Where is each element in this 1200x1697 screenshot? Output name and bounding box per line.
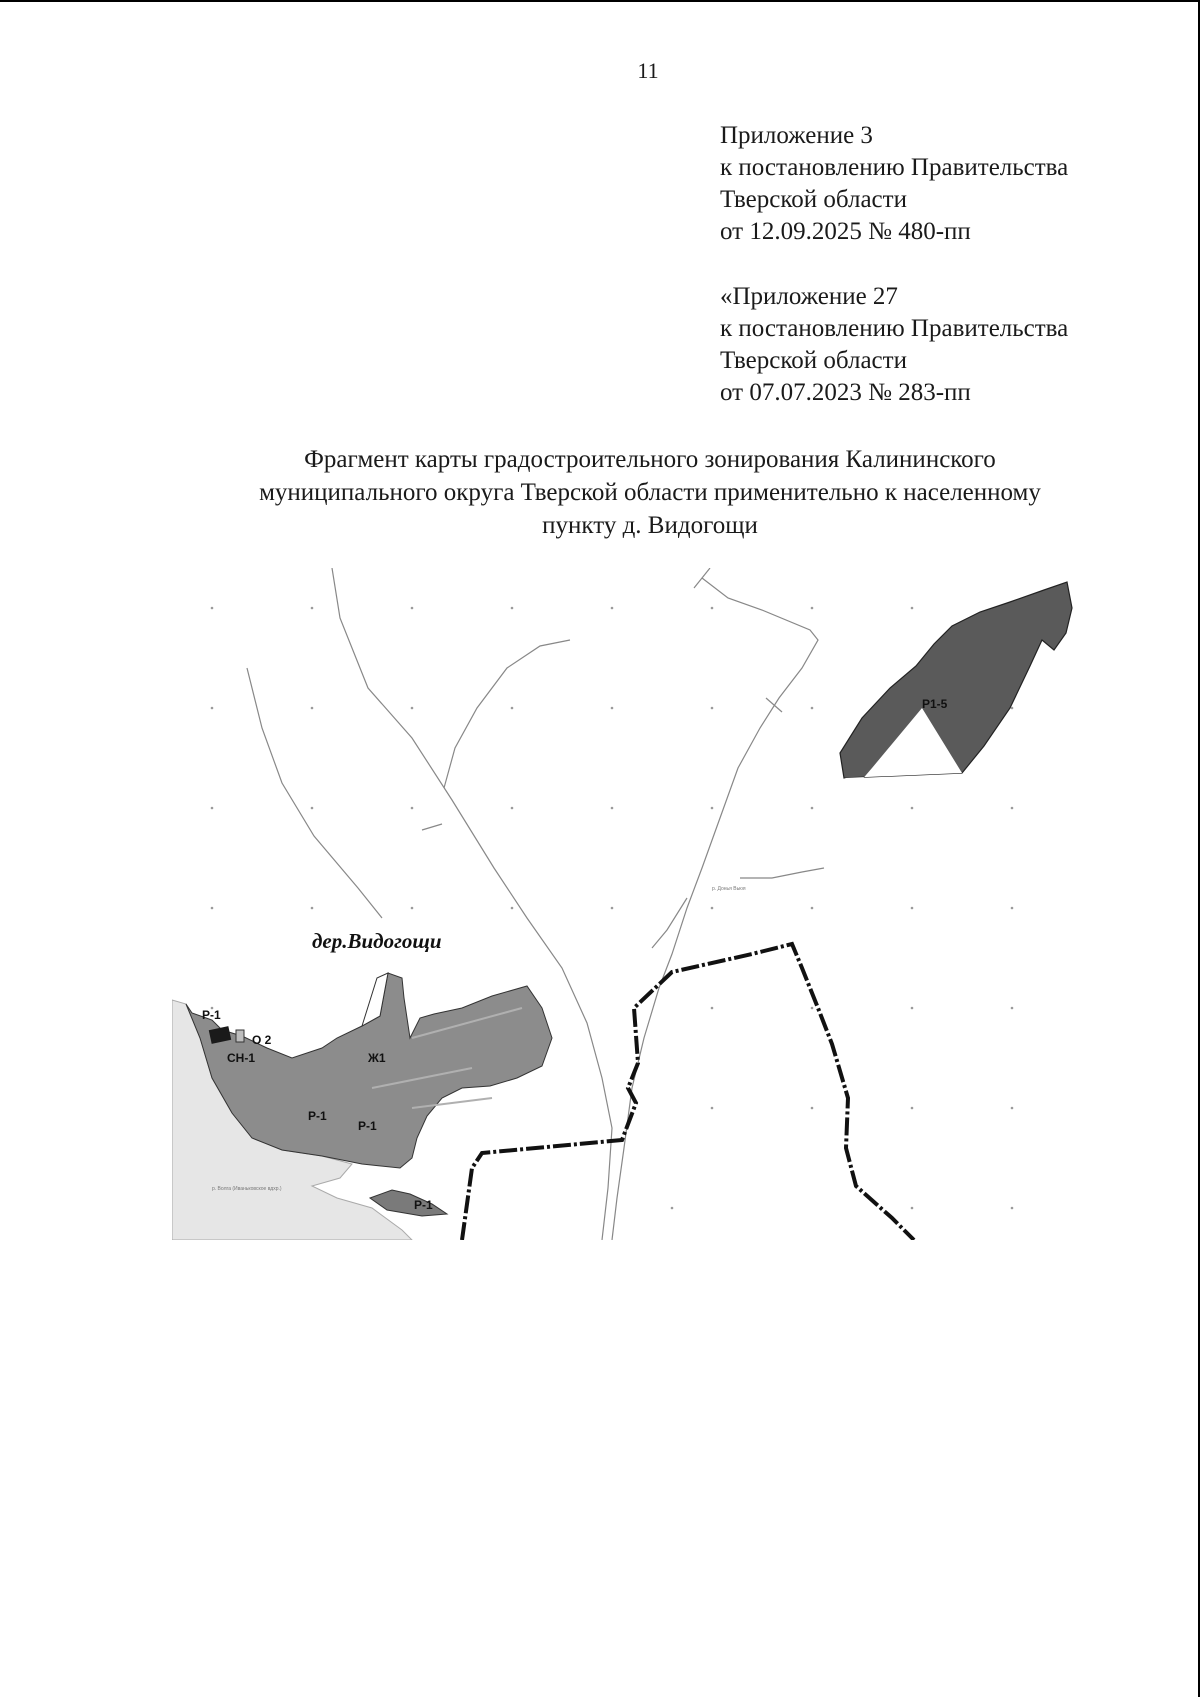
- title-line: Фрагмент карты градостроительного зонирования Калининского: [304, 446, 996, 473]
- title-line: пункту д. Видогощи: [542, 512, 758, 539]
- zone-label-o2: О 2: [252, 1033, 272, 1047]
- river-label-small: р. Донья Вьюя: [712, 886, 746, 892]
- village-name-label: дер.Видогощи: [312, 929, 442, 953]
- zone-label-r1-5: Р1-5: [922, 697, 948, 711]
- document-title: [160, 443, 1140, 542]
- zone-label-zh1: Ж1: [368, 1051, 386, 1065]
- river-label-small: р. Волга (Иваньковское вдхр.): [212, 1186, 282, 1192]
- zone-r1-5-area: [840, 582, 1072, 778]
- zone-label-sn1: СН-1: [227, 1051, 256, 1065]
- title-line: муниципального округа Тверской области применительно к населенному: [259, 479, 1041, 506]
- appendix-original-block: [720, 281, 1068, 409]
- appendix-current-line: Тверской области: [720, 186, 907, 213]
- appendix-current-line: от 12.09.2025 № 480-пп: [720, 218, 971, 245]
- appendix-original-line: от 07.07.2023 № 283-пп: [720, 379, 971, 406]
- zone-label-r1: Р-1: [202, 1008, 221, 1022]
- appendix-current-block: [720, 120, 1068, 248]
- zone-label-r1: Р-1: [358, 1119, 377, 1133]
- zone-o2-block: [236, 1030, 244, 1042]
- zone-label-r1: Р-1: [308, 1109, 327, 1123]
- zoning-map: [172, 568, 1098, 1240]
- appendix-original-line: Тверской области: [720, 347, 907, 374]
- appendix-original-line: к постановлению Правительства: [720, 315, 1069, 342]
- appendix-current-line: Приложение 3: [720, 122, 873, 149]
- page-number: 11: [637, 58, 659, 83]
- zoning-map-svg: [172, 568, 1098, 1240]
- appendix-current-line: к постановлению Правительства: [720, 154, 1069, 181]
- zone-label-r1: Р-1: [414, 1198, 433, 1212]
- appendix-original-line: «Приложение 27: [720, 283, 898, 310]
- zone-r1-d-area: [370, 1190, 447, 1216]
- settlement-boundary: [462, 944, 914, 1240]
